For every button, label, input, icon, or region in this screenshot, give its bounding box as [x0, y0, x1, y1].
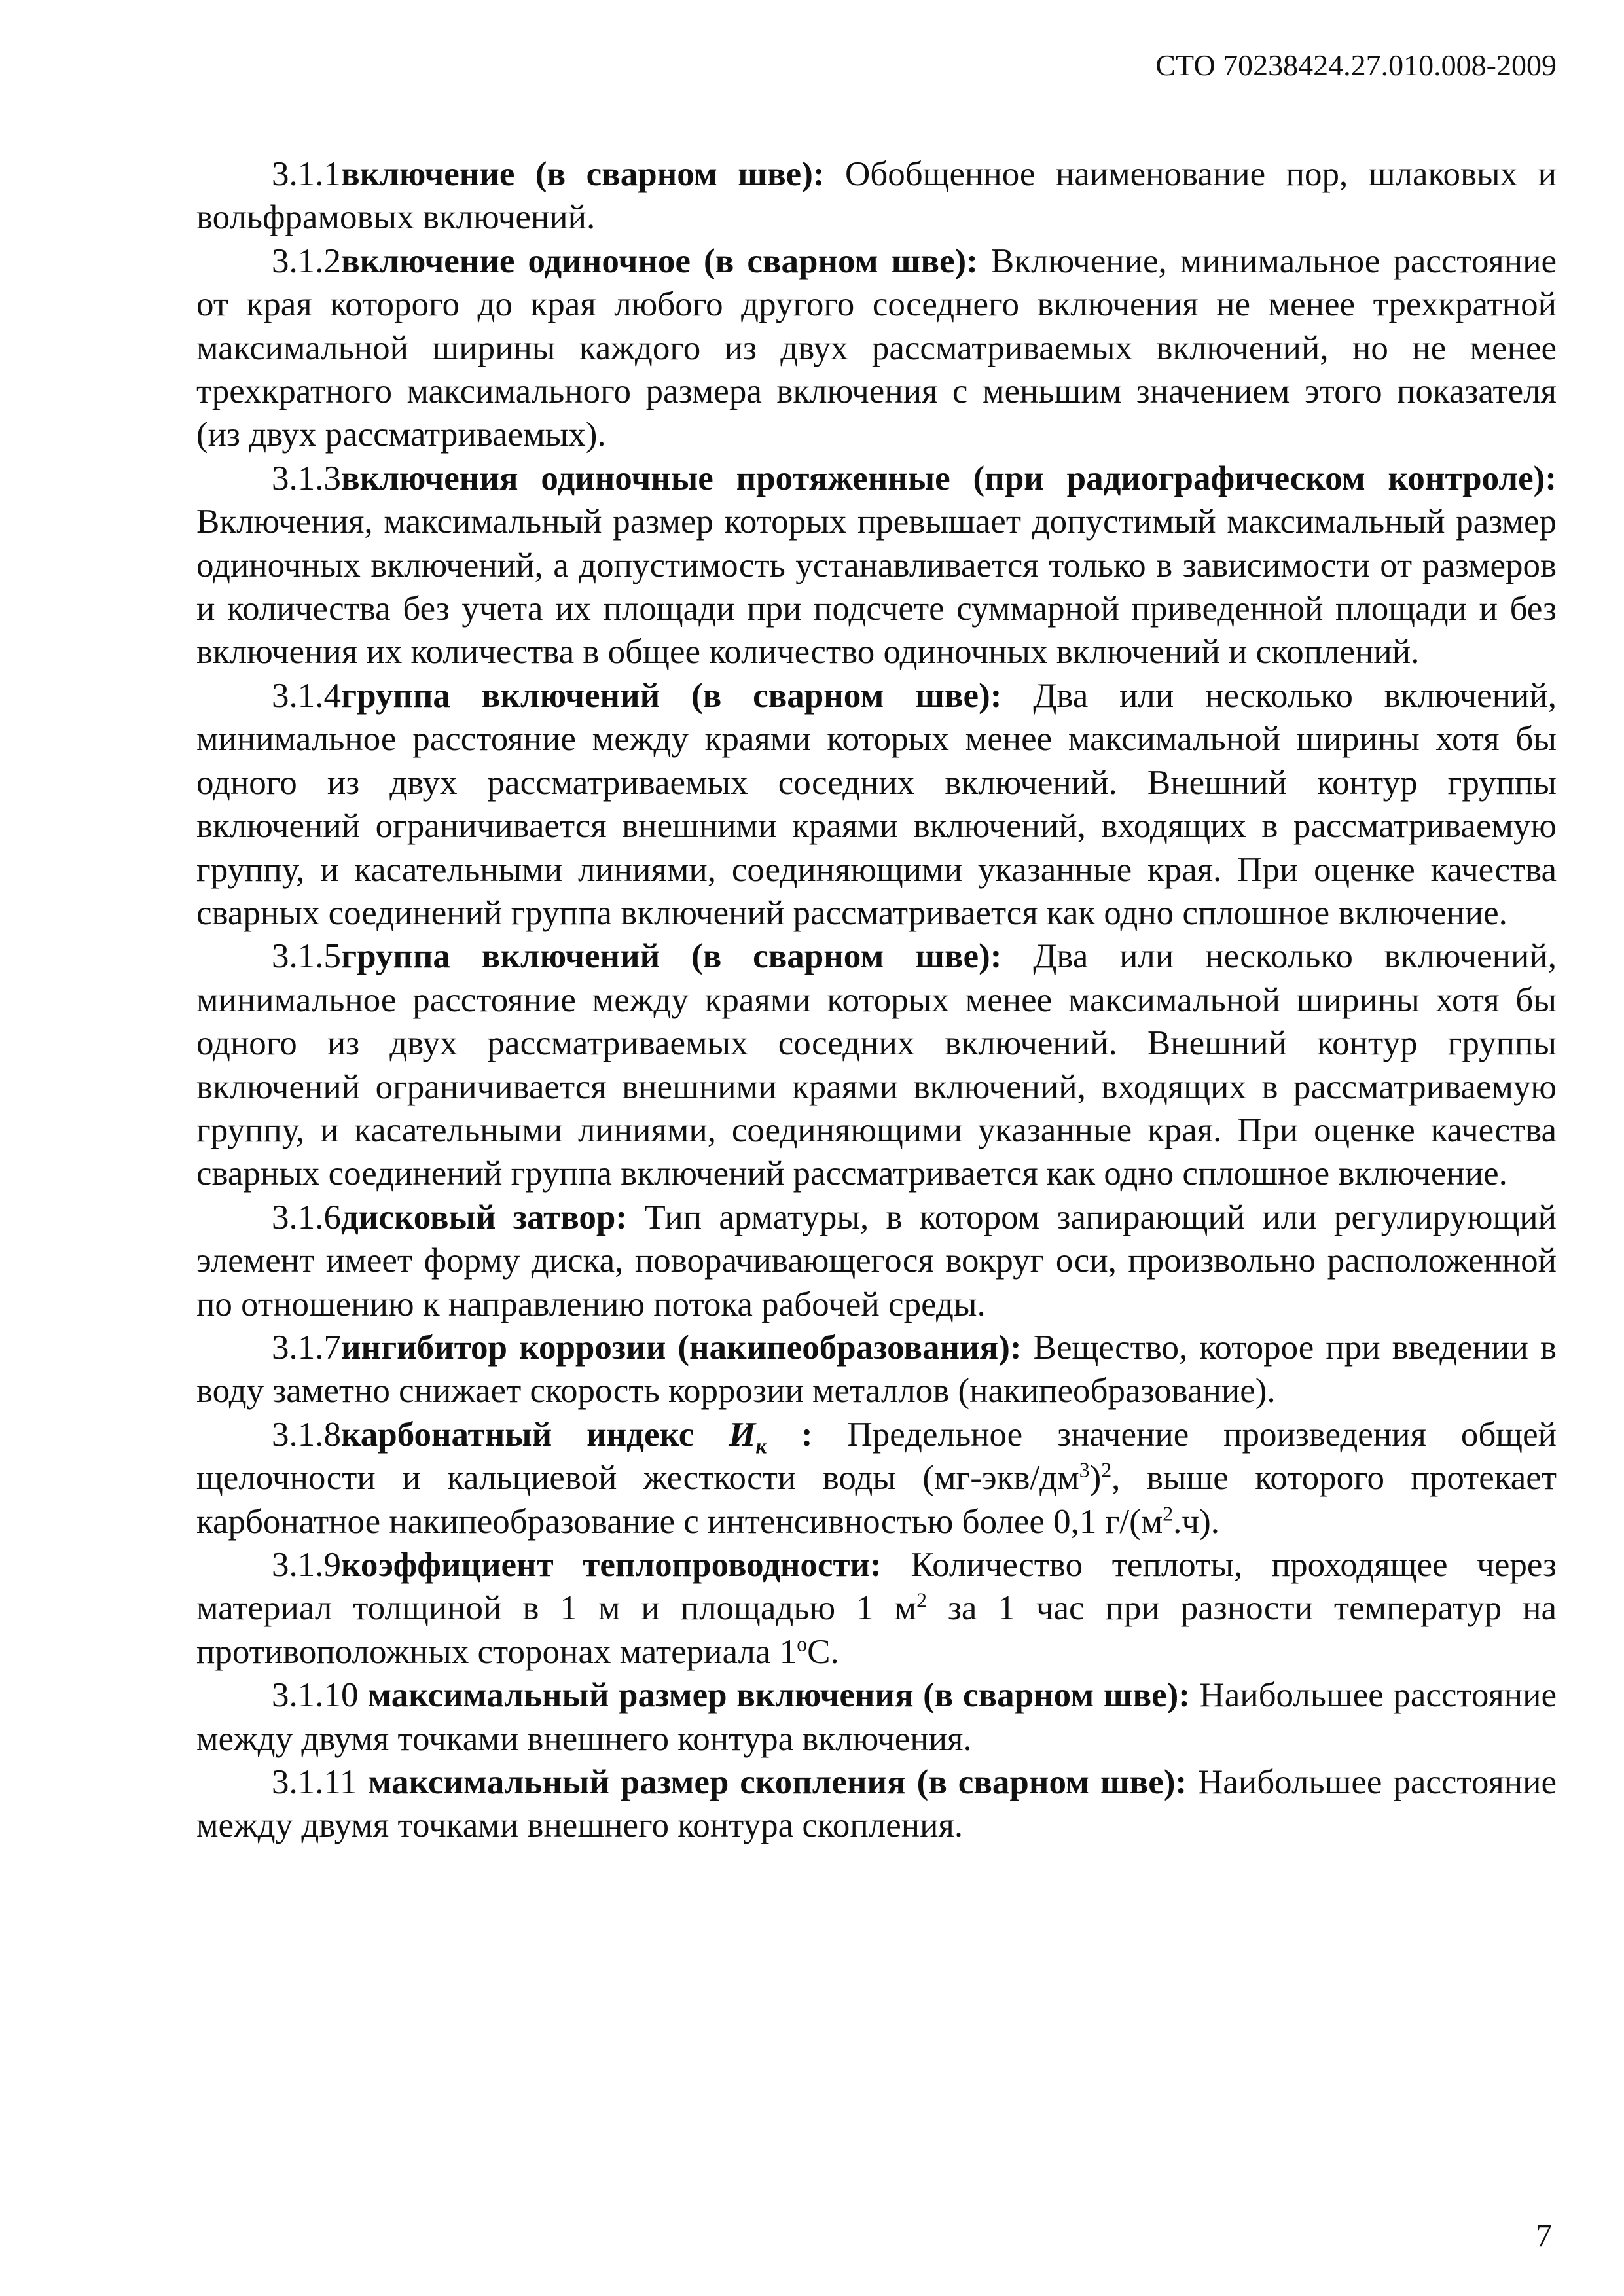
definition-term: коэффициент теплопроводности:: [341, 1546, 882, 1584]
definition-text: Тип арматуры, в котором запирающий или регулирующий элемент имеет форму диска, поворачивающегося вокруг оси, произвольно расположенной по отношению к направлению потока рабочей среды.: [196, 1198, 1557, 1323]
definition-3-1-4: [196, 674, 1557, 935]
definition-text: Включение, минимальное расстояние от края которого до края любого другого соседнего включения не менее трехкратной максимальной ширины каждого из двух рассматриваемых включений, но не менее трехкратного максимального размера включения с меньшим значением этого показателя (из двух рассматриваемых).: [196, 242, 1557, 454]
definition-text: Вещество, которое при введении в воду заметно снижает скорость коррозии металлов (накипеобразование).: [196, 1328, 1557, 1410]
definition-number: 3.1.1: [272, 155, 341, 193]
superscript: 2: [916, 1588, 927, 1612]
definition-term: включение (в сварном шве):: [341, 155, 825, 193]
definition-colon: :: [767, 1415, 813, 1454]
definition-text: за 1 час при разности температур на противоположных сторонах материала 1: [196, 1589, 1557, 1671]
definition-number: 3.1.9: [272, 1546, 341, 1584]
definition-text: С.: [807, 1632, 839, 1671]
definition-3-1-7: [196, 1326, 1557, 1413]
definition-term: группа включений (в сварном шве):: [341, 676, 1002, 715]
definition-text: Два или несколько включений, минимальное расстояние между краями которых менее максимальной ширины хотя бы одного из двух рассматриваемых соседних включений. Внешний контур группы включений ограничивается внешними краями включений, входящих в рассматриваемую группу, и касательными линиями, соединяющими указанные края. При оценке качества сварных соединений группа включений рассматривается как одно сплошное включение.: [196, 676, 1557, 932]
definition-3-1-8: [196, 1413, 1557, 1543]
definition-text: Наибольшее расстояние между двумя точками внешнего контура включения.: [196, 1676, 1557, 1758]
definition-3-1-6: [196, 1196, 1557, 1326]
definition-text: Наибольшее расстояние между двумя точками внешнего контура скопления.: [196, 1763, 1557, 1845]
definition-term: группа включений (в сварном шве):: [341, 937, 1002, 976]
symbol-letter: И: [729, 1415, 756, 1454]
carbonate-index-symbol: [729, 1415, 767, 1459]
definition-text: Обобщенное наименование пор, шлаковых и вольфрамовых включений.: [196, 155, 1557, 237]
definition-text: , выше которого протекает карбонатное накипеобразование с интенсивностью более 0,1 г/(м: [196, 1459, 1557, 1541]
definition-text: Включения, максимальный размер которых превышает допустимый максимальный размер одиночных включений, а допустимость устанавливается только в зависимости от размеров и количества без учета их площади при подсчете суммарной приведенной площади и без включения их количества в общее количество одиночных включений и скоплений.: [196, 503, 1557, 672]
definition-term: карбонатный индекс: [341, 1415, 729, 1454]
definition-3-1-9: [196, 1543, 1557, 1674]
superscript: 2: [1163, 1501, 1174, 1525]
definition-number: 3.1.2: [272, 242, 341, 280]
definition-number: 3.1.11: [272, 1763, 369, 1802]
definition-term: максимальный размер скопления (в сварном шве):: [368, 1763, 1187, 1802]
definition-term: ингибитор коррозии (накипеобразования):: [341, 1328, 1022, 1367]
definition-text: ): [1089, 1459, 1102, 1498]
definition-term: включения одиночные протяженные (при радиографическом контроле):: [341, 459, 1557, 497]
superscript: о: [797, 1632, 808, 1656]
page-number: 7: [1536, 2217, 1552, 2253]
symbol-subscript: к: [755, 1435, 767, 1459]
definition-number: 3.1.4: [272, 676, 341, 715]
superscript: 2: [1101, 1458, 1112, 1482]
definition-3-1-1: [196, 152, 1557, 240]
definition-3-1-5: [196, 935, 1557, 1195]
definition-3-1-11: [196, 1761, 1557, 1848]
document-code: СТО 70238424.27.010.008-2009: [1155, 48, 1557, 82]
definition-text: Два или несколько включений, минимальное расстояние между краями которых менее максимальной ширины хотя бы одного из двух рассматриваемых соседних включений. Внешний контур группы включений ограничивается внешними краями включений, входящих в рассматриваемую группу, и касательными линиями, соединяющими указанные края. При оценке качества сварных соединений группа включений рассматривается как одно сплошное включение.: [196, 937, 1557, 1193]
definition-number: 3.1.7: [272, 1328, 341, 1367]
definition-3-1-10: [196, 1674, 1557, 1761]
definition-number: 3.1.8: [272, 1415, 341, 1454]
definition-3-1-2: [196, 240, 1557, 457]
definition-text: Количество теплоты, проходящее через материал толщиной в 1 м и площадью 1 м: [196, 1546, 1557, 1628]
definitions-section: [196, 152, 1557, 1848]
superscript: 3: [1079, 1458, 1090, 1482]
definition-number: 3.1.6: [272, 1198, 341, 1236]
definition-text: Предельное значение произведения общей щелочности и кальциевой жесткости воды (мг-экв/дм: [196, 1415, 1557, 1498]
definition-term: максимальный размер включения (в сварном шве):: [368, 1676, 1190, 1715]
definition-3-1-3: [196, 457, 1557, 674]
definition-number: 3.1.5: [272, 937, 341, 976]
definition-number: 3.1.3: [272, 459, 341, 497]
definition-term: дисковый затвор:: [341, 1198, 628, 1236]
definition-number: 3.1.10: [272, 1676, 369, 1715]
definition-term: включение одиночное (в сварном шве):: [341, 242, 978, 280]
definition-text: .ч).: [1173, 1502, 1219, 1541]
